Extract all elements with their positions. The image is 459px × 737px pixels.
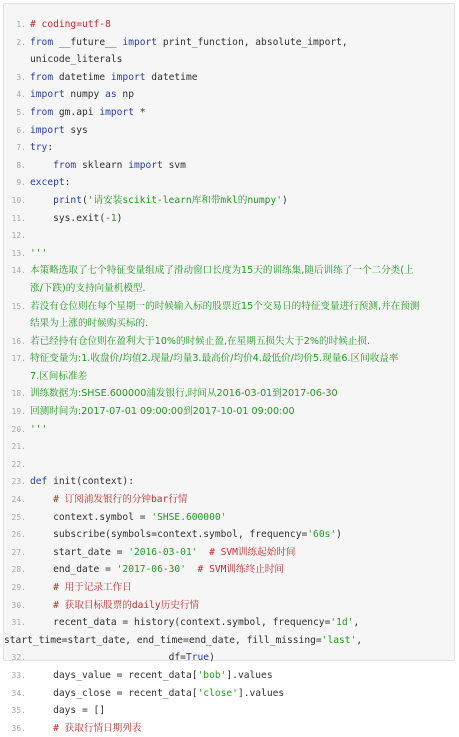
code-token: True (185, 652, 210, 664)
code-line (4, 421, 454, 439)
code-token: 'close' (197, 687, 238, 699)
code-token: recent_data = history(context.symbol, frequency= (30, 617, 331, 629)
code-text (30, 385, 454, 403)
code-token: datetime (53, 71, 111, 83)
code-token: : (64, 177, 71, 189)
code-line (4, 685, 454, 703)
line-number: 33. (11, 670, 26, 680)
code-text (30, 34, 454, 69)
code-line (4, 385, 454, 403)
code-lines (4, 16, 454, 737)
code-token: ].values (237, 687, 285, 699)
line-number: 1. (16, 20, 26, 29)
code-line (4, 579, 454, 597)
code-text (30, 262, 454, 297)
line-number: 16. (11, 336, 26, 346)
code-text (30, 298, 454, 333)
code-token: except (30, 177, 65, 189)
code-token: 回测时间为:2017-07-01 09:00:00到2017-10-01 09:00:00 (30, 406, 295, 418)
code-line (4, 720, 454, 737)
code-line (4, 245, 454, 263)
code-token (30, 160, 53, 171)
code-token: days = [] (30, 705, 106, 717)
code-text (30, 245, 454, 263)
code-token: start_date = (30, 546, 129, 558)
line-number: 27. (11, 547, 26, 557)
code-text (30, 69, 454, 87)
code-token: import (110, 71, 146, 83)
code-line (4, 192, 454, 210)
code-token: def (30, 476, 48, 488)
code-token: ''' (30, 247, 48, 259)
code-token: print_function, absolute_import, (157, 36, 348, 48)
line-number: 7. (16, 143, 26, 153)
code-token: end_date = (30, 564, 117, 576)
code-line (4, 526, 454, 544)
line-number: 21. (11, 442, 26, 452)
line-number: 13. (11, 248, 26, 258)
code-text (30, 473, 454, 491)
code-token: 7.区间标准差 (30, 370, 88, 382)
code-line (4, 122, 454, 140)
code-token: # SVM训练终止时间 (197, 564, 284, 576)
code-line (4, 544, 454, 562)
code-token: 结果为上涨的时候购买标的. (30, 318, 149, 330)
code-token (30, 600, 53, 611)
code-token: unicode_literals (30, 54, 123, 66)
line-number: 10. (11, 195, 26, 205)
code-line (4, 403, 454, 421)
code-token: import (128, 159, 163, 171)
code-block (3, 3, 455, 734)
code-text (30, 561, 454, 579)
code-token: context.symbol = (30, 511, 152, 523)
code-token: * (133, 106, 146, 118)
code-token: try (30, 142, 48, 154)
code-text (30, 526, 454, 544)
code-line (4, 509, 454, 527)
line-number: 12. (11, 231, 26, 241)
line-number: 25. (11, 512, 26, 522)
line-number: 22. (11, 459, 26, 469)
code-text (30, 210, 454, 228)
code-text (30, 491, 454, 509)
code-token: sklearn (76, 159, 129, 171)
code-token: 若已经持有仓位则在盈利大于10%的时候止盈,在星期五损失大于2%的时候止损. (30, 335, 371, 347)
code-line (4, 649, 454, 667)
code-token: from (30, 106, 54, 118)
code-text (30, 350, 454, 385)
code-line (4, 262, 454, 297)
code-text (30, 16, 454, 34)
code-token: ( (82, 194, 88, 206)
code-token (30, 582, 53, 593)
line-number: 30. (11, 600, 26, 610)
code-text (30, 421, 454, 439)
code-token: print (53, 194, 82, 206)
code-text (30, 509, 454, 527)
code-token: '2016-03-01' (128, 546, 198, 558)
code-line (4, 614, 454, 649)
line-number: 34. (11, 688, 26, 698)
code-token: gm.api (53, 106, 100, 118)
code-token: svm (162, 159, 186, 171)
line-number: 4. (16, 90, 26, 100)
code-token: # coding=utf-8 (30, 19, 111, 30)
code-token (198, 547, 210, 558)
code-token: 'SHSE.600000' (151, 511, 227, 523)
code-token: sys.exit( (30, 212, 106, 224)
code-line (4, 34, 454, 69)
code-line (4, 473, 454, 491)
code-line (4, 104, 454, 122)
line-number: 2. (16, 37, 26, 47)
code-token: '1d' (330, 617, 354, 629)
code-token: ) (282, 194, 288, 206)
code-text (30, 544, 454, 562)
line-number: 14. (11, 266, 26, 276)
code-text (30, 720, 454, 737)
code-token: ) (116, 212, 123, 224)
code-text (30, 86, 454, 104)
line-number: 26. (11, 530, 26, 540)
line-number: 19. (11, 407, 26, 417)
line-number: 18. (11, 389, 26, 399)
code-token (30, 723, 53, 734)
code-token: ''' (30, 423, 48, 435)
code-token: import (99, 106, 134, 118)
code-token: , (353, 617, 360, 629)
line-number: 11. (11, 213, 26, 223)
code-line (4, 86, 454, 104)
code-token: ) (209, 652, 215, 664)
code-token: from (53, 159, 77, 171)
code-token (30, 195, 53, 206)
line-number: 20. (11, 424, 26, 434)
code-text (30, 174, 454, 192)
line-number: 35. (11, 706, 26, 716)
line-number: 6. (16, 125, 26, 135)
code-token: days_close = recent_data[ (30, 687, 198, 699)
code-continuation (4, 632, 448, 650)
code-line (4, 456, 454, 474)
code-token: subscribe(symbols=context.symbol, frequency= (30, 529, 308, 541)
code-token (30, 494, 53, 505)
code-text (30, 597, 454, 615)
code-token: # SVM训练起始时间 (209, 546, 296, 558)
line-number: 24. (11, 495, 26, 505)
code-text (30, 139, 454, 157)
code-line (4, 667, 454, 685)
code-token: -1 (105, 212, 117, 224)
code-token: numpy (64, 89, 106, 101)
code-line (4, 210, 454, 228)
line-number: 9. (16, 178, 26, 188)
line-number: 17. (11, 354, 26, 364)
line-number: 28. (11, 565, 26, 575)
code-token: ].values (226, 669, 273, 681)
line-number: 36. (11, 723, 26, 733)
code-token: 涨/下跌)的支持向量机模型. (30, 282, 146, 294)
code-line (4, 16, 454, 34)
line-number: 32. (11, 653, 26, 663)
code-line (4, 333, 454, 351)
code-line (4, 227, 454, 245)
code-text (30, 702, 454, 720)
code-token: as (105, 89, 117, 101)
code-token: '2017-06-30' (116, 564, 186, 576)
line-number: 15. (11, 301, 26, 311)
code-token: # 获取行情日期列表 (53, 722, 142, 734)
code-text (30, 403, 454, 421)
code-token: '60s' (307, 529, 337, 541)
code-token: import (30, 124, 65, 136)
code-token: days_value = recent_data[ (30, 669, 198, 681)
code-line (4, 491, 454, 509)
code-line (4, 174, 454, 192)
code-line (4, 702, 454, 720)
code-token (186, 564, 198, 575)
code-token: init(context): (47, 476, 134, 488)
code-text (30, 667, 454, 685)
line-number: 5. (16, 107, 26, 117)
code-token: # 获取目标股票的daily历史行情 (53, 599, 200, 611)
code-token: df= (30, 652, 186, 664)
code-token: # 订阅浦发银行的分钟bar行情 (53, 494, 188, 506)
code-text (30, 104, 454, 122)
code-line (4, 157, 454, 175)
code-token: import (30, 89, 65, 101)
code-token: ) (336, 529, 342, 541)
code-token: 'bob' (197, 669, 227, 681)
code-token: datetime (145, 71, 198, 83)
code-token: 本策略选取了七个特征变量组成了滑动窗口长度为15天的训练集,随后训练了一个二分类(上 (30, 265, 414, 277)
code-token: # 用于记录工作日 (53, 582, 132, 593)
line-number: 3. (16, 72, 26, 82)
code-token: from (30, 71, 54, 83)
code-line (4, 69, 454, 87)
code-token: start_time=start_date, end_time=end_date, fill_missing= (4, 634, 322, 646)
code-token: 若没有仓位则在每个星期一的时候输入标的股票近15个交易日的特征变量进行预测,并在预测 (30, 300, 420, 312)
code-text (30, 649, 454, 667)
code-text (30, 333, 454, 351)
code-text (30, 192, 454, 210)
line-number: 29. (11, 583, 26, 592)
code-token: '请安装scikit-learn库和带mkl的numpy' (87, 194, 283, 206)
code-line (4, 350, 454, 385)
code-text (30, 579, 454, 597)
line-number: 31. (11, 618, 26, 628)
code-line (4, 561, 454, 579)
line-number: 23. (11, 477, 26, 487)
code-token: : (47, 142, 54, 154)
line-number: 8. (16, 160, 26, 170)
code-line (4, 139, 454, 157)
code-token: import (122, 36, 158, 48)
code-text (30, 157, 454, 175)
code-token: __future__ (53, 36, 123, 48)
code-text (30, 685, 454, 703)
code-token: from (30, 36, 54, 48)
code-token: np (116, 89, 134, 101)
code-line (4, 597, 454, 615)
code-token: , (356, 634, 363, 646)
code-token: 训练数据为:SHSE.600000浦发银行,时间从2016-03-01到2017-06-30 (30, 388, 338, 400)
code-line (4, 298, 454, 333)
code-token: 特征变量为:1.收盘价/均值2.现量/均量3.最高价/均价4.最低价/均价5.现量6.区间收益率 (30, 353, 399, 365)
code-line (4, 438, 454, 456)
code-token: 'last' (321, 634, 357, 646)
code-token: sys (64, 124, 88, 136)
code-text (30, 122, 454, 140)
